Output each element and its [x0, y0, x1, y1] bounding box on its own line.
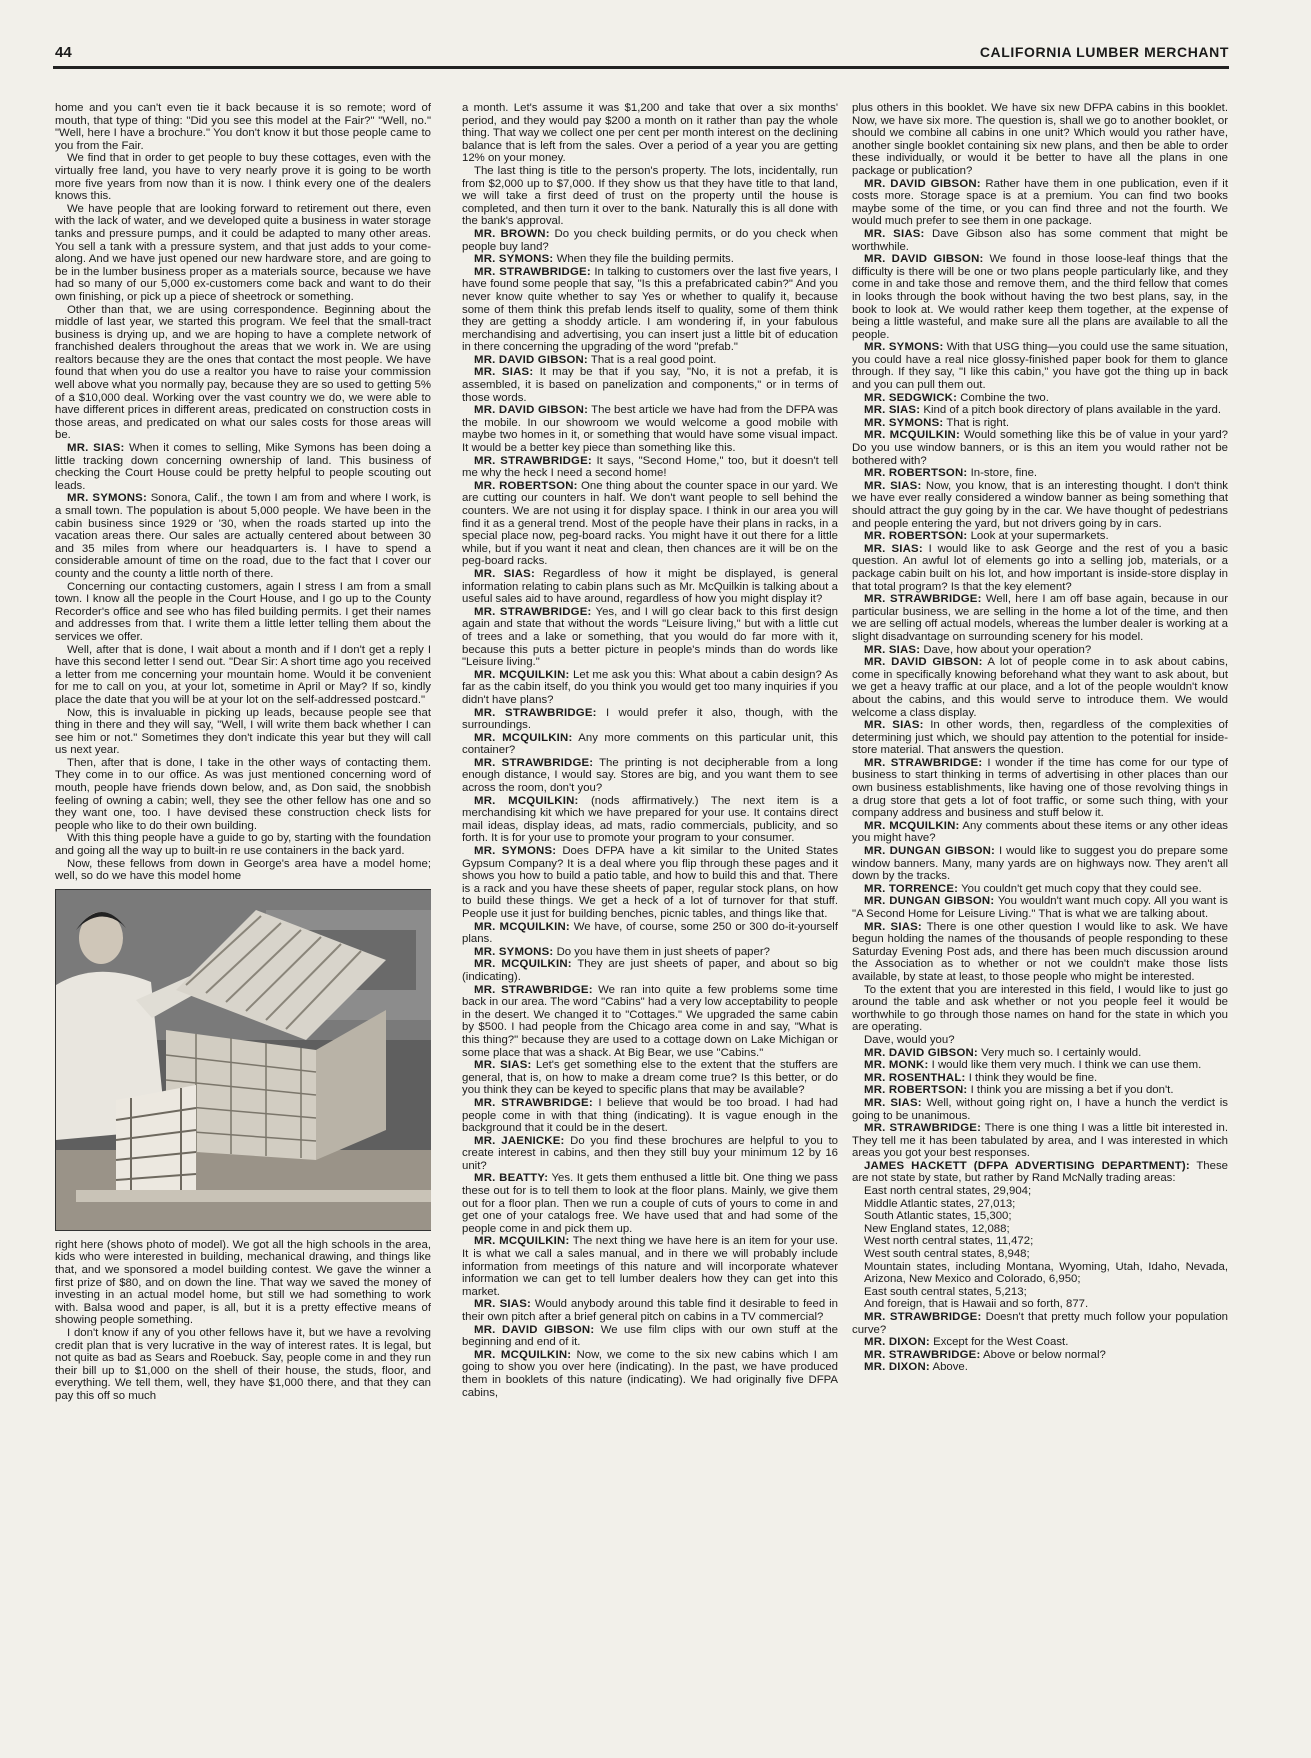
speech-text: Rather have them in one publication, even if it costs more. Storage space is at a premium. You can find two books maybe some of the time, or you can find three and not the fourth. We would much prefer to see them in one package.: [852, 177, 1228, 228]
speech-text: I believe that would be too broad. I had had people come in with that thing (indicating). It is vague enough in the background that it could be in the desert.: [462, 1096, 838, 1135]
speech-text: Sonora, Calif., the town I am from and where I work, is a small town. The population is about 5,000 people. We have been in the cabin business since 1929 or '30, when the roads started up into the vacation areas there. Our sales are actually centered about between 30 and 35 miles from where our headquarters is. I have to spend a considerable amount of time on the road, due to the fact that I cover our county and the county a little north of there.: [55, 492, 431, 580]
speaker-name: MR. SIAS:: [474, 1298, 531, 1311]
paragraph: [852, 1097, 1228, 1122]
paragraph: [462, 606, 838, 669]
paragraph: [462, 1172, 838, 1235]
speech-text: A lot of people come in to ask about cabins, come in specifically knowing beforehand what they want to ask about, but we get a heavy traffic at our place, and a lot of the people wouldn't know about the cabins, and this would serve to introduce them. We would welcome a class display.: [852, 656, 1228, 719]
paragraph: Other than that, we are using correspondence. Beginning about the middle of last year, we started this program. We feel that the small-tract business is drying up, and we are hoping to have a complete network of franchished dealers throughout the areas that we work in. We are using realtors because they are the ones that contact the most people. We have found that when you do use a realtor you have to raise your commission well above what you normally pay, because they are so used to getting 5% of a $10,000 deal. Working over the vast country we do, we were able to have different prices in different areas, predicated on construction costs in those areas, and predicated on what our sales costs for those areas will be.: [55, 303, 431, 442]
speech-text: Yes, and I will go clear back to this first design again and state that without the words "Leisure living," but with a little cut of trees and a lake or something, that you would do far more with it, because this puts a better picture in people's minds than do words like "Leisure living.": [462, 605, 838, 669]
speaker-name: MR. SIAS:: [864, 643, 921, 656]
speaker-name: MR. SIAS:: [474, 1059, 532, 1072]
speaker-name: MR. SYMONS:: [67, 492, 147, 505]
speaker-name: MR. SIAS:: [67, 442, 125, 455]
paragraph: [462, 1349, 838, 1399]
paragraph: [852, 1160, 1228, 1185]
speaker-name: MR. SYMONS:: [474, 253, 554, 266]
speaker-name: MR. SIAS:: [864, 479, 922, 492]
paragraph: Now, this is invaluable in picking up leads, because people see that thing in there and they will say, "Well, I will write them back whether I can see him or not." Sometimes they don't indicate this year but they will call us next year.: [55, 706, 431, 757]
paragraph: [852, 417, 1228, 430]
paragraph: [852, 530, 1228, 543]
speaker-name: MR. DAVID GIBSON:: [474, 404, 589, 417]
speech-text: Look at your supermarkets.: [970, 530, 1109, 543]
paragraph: Then, after that is done, I take in the other ways of contacting them. They come in to our office. As was just mentioned concerning word of mouth, people have friends down below, and, as Don said, the snobbish feeling of owning a cabin; well, they see the other fellow has one and so they want one, too. I have devised these construction check lists for people who like to do their own building.: [55, 756, 431, 832]
speech-text: Well, here I am off base again, because in our particular business, we are selling in the home a lot of the time, and then we are selling off actual models, whereas the lumber dealer is working at a slight disadvantage on surrounding scenery for his model.: [852, 593, 1228, 643]
speaker-name: MR. SYMONS:: [474, 845, 557, 858]
paragraph: [462, 1135, 838, 1173]
speech-text: There is one thing I was a little bit interested in. They tell me it has been tabulated by area, and I was interested in which areas you got your best responses.: [852, 1122, 1228, 1160]
paragraph: [462, 958, 838, 983]
paragraph: [852, 1311, 1228, 1336]
speech-text: When it comes to selling, Mike Symons has been doing a little tracking down concerning ownership of land. This business of checking the Court House could be pretty helpful to people scouting out leads.: [55, 442, 431, 492]
speech-text: Now, we come to the six new cabins which I am going to show you over here (indicating). In the past, we have produced them in booklets of this nature (indicating). We had originally five DFPA cabins,: [462, 1348, 838, 1399]
speech-text: Yes. It gets them enthused a little bit. One thing we pass these out for is to tell them to look at the floor plans. Mainly, we give them out for a floor plan. Then we run a couple of cuts of yours to come in and get one of your catalogs free. We have used that and had some of the people come in and pick them up.: [462, 1172, 838, 1235]
speaker-name: MR. STRAWBRIDGE:: [474, 756, 594, 769]
paragraph: plus others in this booklet. We have six new DFPA cabins in this booklet. Now, we have six more. The question is, shall we go to another booklet, or should we combine all cabins in one unit? Which would you rather have, another single booklet containing six new plans, and then be able to order these individually, or would it be better to have all the plans in one package or publication?: [852, 102, 1228, 177]
paragraph: [462, 480, 838, 568]
paragraph: [462, 1298, 838, 1323]
paragraph: [462, 1097, 838, 1135]
speech-text: I would like to suggest you do prepare some window banners. Many, many yards are on highways now. They aren't all down by the tracks.: [852, 845, 1228, 883]
speech-text: Do you have them in just sheets of paper?: [556, 945, 770, 958]
speech-text: There is one other question I would like to ask. We have begun holding the names of the thousands of people responding to these Saturday Evening Post ads, and there has been much discussion around the Association as to whether or not we couldn't make those lists available, by state at least, to those people who might be interested.: [852, 920, 1228, 983]
speaker-name: MR. BROWN:: [474, 227, 550, 240]
paragraph: [462, 568, 838, 606]
speech-text: Regardless of how it might be displayed, is general information relating to cabin plans such as Mr. McQuilkin is talking about a useful sales aid to have around, regardless of how you might display it?: [462, 567, 838, 606]
speech-text: Dave, how about your operation?: [923, 643, 1092, 656]
speaker-name: MR. MCQUILKIN:: [474, 794, 579, 807]
paragraph: [462, 354, 838, 367]
speech-text: They are just sheets of paper, and about so big (indicating).: [462, 958, 838, 983]
paragraph: [852, 404, 1228, 417]
speech-text: In-store, fine.: [970, 467, 1038, 480]
speaker-name: JAMES HACKETT (DFPA ADVERTISING DEPARTMENT):: [864, 1159, 1190, 1172]
speaker-name: MR. DAVID GIBSON:: [474, 1323, 595, 1336]
speaker-name: MR. SYMONS:: [864, 416, 944, 429]
list-item: And foreign, that is Hawaii and so forth, 877.: [864, 1298, 1089, 1311]
speech-text: That is right.: [946, 416, 1010, 429]
paragraph: [852, 820, 1228, 845]
speaker-name: MR. DIXON:: [864, 1361, 930, 1374]
paragraph: [462, 732, 838, 757]
paragraph: [462, 404, 838, 454]
paragraph: [852, 228, 1228, 253]
paragraph: [852, 543, 1228, 593]
speaker-name: MR. MONK:: [864, 1059, 929, 1072]
speech-text: We have, of course, some 250 or 300 do-it-yourself plans.: [462, 920, 838, 946]
speaker-name: MR. SIAS:: [864, 227, 925, 240]
speaker-name: MR. SIAS:: [474, 567, 535, 580]
speaker-name: MR. STRAWBRIDGE:: [864, 756, 983, 769]
paragraph: We find that in order to get people to buy these cottages, even with the virtually free land, you have to very nearly prove it is going to be worth more five years from now than it is now. I think every one of the dealers knows this.: [55, 152, 431, 203]
speaker-name: MR. STRAWBRIDGE:: [474, 605, 592, 618]
paragraph: Well, after that is done, I wait about a month and if I don't get a reply I have this second letter I send out. "Dear Sir: A short time ago you received a letter from me concerning your mountain home. Would it be convenient for me to call on you, at your lot, sometime in April or May? If so, kindly place the date that you will be at your lot on the self-addressed postcard.": [55, 643, 431, 706]
speech-text: Well, without going right on, I have a hunch the verdict is going to be unanimous.: [852, 1096, 1228, 1122]
paragraph: [852, 1084, 1228, 1097]
paragraph: [852, 1047, 1228, 1060]
response-stats-list: [864, 1185, 1228, 1311]
speaker-name: MR. MCQUILKIN:: [474, 668, 570, 681]
paragraph: [852, 883, 1228, 896]
paragraph: [462, 921, 838, 946]
speaker-name: MR. STRAWBRIDGE:: [864, 1311, 982, 1323]
speaker-name: MR. SYMONS:: [864, 341, 944, 354]
paragraph: [852, 1349, 1228, 1362]
paragraph: [462, 1324, 838, 1349]
speaker-name: MR. ROBERTSON:: [864, 1084, 968, 1097]
speaker-name: MR. STRAWBRIDGE:: [474, 1096, 593, 1109]
paragraph: Now, these fellows from down in George's area have a model home; well, so do we have this model home: [55, 857, 431, 883]
speech-text: Kind of a pitch book directory of plans available in the yard.: [923, 404, 1222, 417]
paragraph: [852, 480, 1228, 530]
speech-text: The printing is not decipherable from a long enough distance, I would say. Stores are big, and you want them to see across the room, don't you?: [462, 756, 838, 795]
paragraph: Concerning our contacting customers, again I stress I am from a small town. I know all the people in the Court House, and I go up to the County Recorder's office and see who has filed building permits. I get their names and addresses from that. I write them a little letter telling them about the services we offer.: [55, 580, 431, 643]
speech-text: The next thing we have here is an item for your use. It is what we call a sales manual, and in there we will probably include information from meetings of this nature and will incorporate whatever information we can get to tell lumber dealers how they can get into this market.: [462, 1235, 838, 1298]
speech-text: Very much so. I certainly would.: [981, 1046, 1142, 1059]
speech-text: That is a real good point.: [590, 353, 717, 366]
paragraph: [852, 392, 1228, 405]
header-rule: [53, 66, 1229, 69]
speech-text: We found in those loose-leaf things that the difficulty is there will be one or two plans people particularly like, and they come in and take those and remove them, and the third fellow that comes in looks through the book without having the two best plans, say, in the book to look at. We would rather keep them together, at the expense of being a little wasteful, and make sure all the plans are available to all the people.: [852, 253, 1228, 341]
speaker-name: MR. DAVID GIBSON:: [864, 177, 981, 190]
speech-text: You wouldn't want much copy. All you want is "A Second Home for Leisure Living." That is what we are talking about.: [852, 895, 1228, 920]
speech-text: Except for the West Coast.: [933, 1336, 1069, 1349]
speech-text: In other words, then, regardless of the complexities of determining just which, we should pay attention to the potential for inside-store material. That answers the question.: [852, 719, 1228, 757]
speech-text: I think you are missing a bet if you don't.: [970, 1084, 1174, 1097]
paragraph: [55, 442, 431, 492]
speech-text: I would like to ask George and the rest of you a basic question. An awful lot of elements go into a selling job, materials, or a package cabin built on his lot, and how important is inside-store display in that total program? Is that the key element?: [852, 542, 1228, 593]
model-home-photo: [55, 889, 431, 1231]
speaker-name: MR. ROBERTSON:: [864, 530, 968, 543]
paragraph: home and you can't even tie it back because it is so remote; word of mouth, that type of thing: "Did you see this model at the Fair?" "Well, no." "Well, here I have a brochure." You don't know it but those people came to you from the Fair.: [55, 102, 431, 152]
paragraph: [462, 669, 838, 707]
paragraph: [462, 228, 838, 253]
speaker-name: MR. MCQUILKIN:: [474, 731, 573, 744]
speech-text: When they file the building permits.: [556, 253, 734, 266]
speaker-name: MR. DAVID GIBSON:: [864, 1046, 978, 1059]
speech-text: Would anybody around this table find it desirable to feed in their own pitch after a brief general pitch on cabins in a TV commercial?: [462, 1298, 838, 1323]
speaker-name: MR. STRAWBRIDGE:: [474, 454, 592, 467]
list-item: South Atlantic states, 15,300;: [864, 1210, 1012, 1223]
speech-text: Combine the two.: [960, 391, 1049, 404]
paragraph: [852, 719, 1228, 757]
speech-text: I would like them very much. I think we can use them.: [931, 1059, 1202, 1072]
paragraph: [852, 1072, 1228, 1085]
speaker-name: MR. MCQUILKIN:: [474, 920, 570, 933]
paragraph: [852, 1336, 1228, 1349]
paragraph: [852, 1361, 1228, 1374]
list-item: Middle Atlantic states, 27,013;: [864, 1197, 1016, 1210]
speaker-name: MR. SIAS:: [864, 920, 922, 933]
paragraph: [852, 656, 1228, 719]
paragraph: [852, 429, 1228, 467]
speech-text: You couldn't get much copy that they could see.: [961, 882, 1202, 895]
paragraph: Dave, would you?: [864, 1033, 955, 1046]
speech-text: Let me ask you this: What about a cabin design? As far as the cabin itself, do you think you would get too many inquiries if you didn't have plans?: [462, 668, 838, 706]
speaker-name: MR. STRAWBRIDGE:: [474, 265, 591, 278]
speech-text: Any more comments on this particular unit, this container?: [462, 731, 838, 757]
speaker-name: MR. DUNGAN GIBSON:: [864, 845, 996, 858]
paragraph: The last thing is title to the person's property. The lots, incidentally, run from $2,000 up to $7,000. If they show us that they have title to that land, we will take a first deed of trust on the property until the house is completed, and then turn it over to the bank. Naturally this is all done with the bank's approval.: [462, 164, 838, 228]
speaker-name: MR. MCQUILKIN:: [474, 1235, 570, 1248]
paragraph: We have people that are looking forward to retirement out there, even with the lack of water, and we developed quite a business in water storage tanks and pressure pumps, and it could be adapted to many other areas. You sell a tank with a pressure system, and that just adds to your come-along. And we have just opened our new hardware store, and are going to be in the lumber business proper as a materials source, because we have had so many of our 5,000 ex-customers come back and want to do their own finishing, or pick up a piece of sheetrock or something.: [55, 202, 431, 303]
speaker-name: MR. SIAS:: [864, 542, 923, 555]
speech-text: Would something like this be of value in your yard? Do you use window banners, or is this an item you would rather not be bothered with?: [852, 429, 1228, 467]
list-item: New England states, 12,088;: [864, 1222, 1010, 1235]
paragraph: [852, 253, 1228, 341]
paragraph: [852, 845, 1228, 883]
paragraph: [852, 1122, 1228, 1160]
speaker-name: MR. SIAS:: [864, 719, 924, 732]
speech-text: Above or below normal?: [983, 1348, 1106, 1361]
speaker-name: MR. MCQUILKIN:: [864, 429, 960, 442]
speech-text: Let's get something else to the extent that the stuffers are general, that is, on how to make a dream come true? Is this better, or do you think they can be keyed to specific plans that may be available?: [462, 1059, 838, 1097]
paragraph: a month. Let's assume it was $1,200 and take that over a six months' period, and they would pay $200 a month on it rather than pay the whole thing. That way we collect one per cent per month interest on the declining balance that is left from the sales. Over a period of a year you are getting 12% on your money.: [462, 102, 838, 165]
paragraph: [462, 707, 838, 732]
paragraph: [462, 455, 838, 480]
speech-text: We use film clips with our own stuff at the beginning and end of it.: [462, 1323, 838, 1349]
speaker-name: MR. MCQUILKIN:: [474, 1348, 572, 1361]
column-left: [55, 102, 431, 1682]
paragraph: [852, 341, 1228, 391]
speech-text: (nods affirmatively.) The next item is a merchandising kit which we have prepared for your use. It contains direct mail ideas, display ideas, ad mats, radio commercials, publicity, and so forth. It is for your use to promote your program to your consumer.: [462, 794, 838, 845]
paragraph: [462, 266, 838, 354]
speaker-name: MR. MCQUILKIN:: [474, 958, 572, 971]
paragraph: With this thing people have a guide to go by, starting with the foundation and going all the way up to built-in re use containers in the back yard.: [55, 832, 431, 858]
speech-text: We ran into quite a few problems some time back in our area. The word "Cabins" had a very low acceptability to people in the desert. We changed it to "Cottages." We upgraded the same cabin by $500. I had people from the Chicago area come in and say, "What is this thing?" because they are used to a cottage down on Lake Michigan or some place that was a shack. At Big Bear, we use "Cabins.": [462, 983, 838, 1059]
speaker-name: MR. SIAS:: [864, 1096, 922, 1109]
speaker-name: MR. SYMONS:: [474, 945, 554, 958]
paragraph: [462, 845, 838, 921]
speaker-name: MR. STRAWBRIDGE:: [474, 706, 597, 719]
speaker-name: MR. TORRENCE:: [864, 882, 959, 895]
speech-text: These are not state by state, but rather by Rand McNally trading areas:: [852, 1159, 1228, 1185]
paragraph: [852, 1059, 1228, 1072]
speaker-name: MR. ROBERTSON:: [864, 467, 968, 480]
list-item: Mountain states, including Montana, Wyoming, Utah, Idaho, Nevada, Arizona, New Mexico and Colorado, 6,950;: [864, 1260, 1228, 1286]
speaker-name: MR. DUNGAN GIBSON:: [864, 895, 995, 908]
speech-text: Dave Gibson also has some comment that might be worthwhile.: [852, 227, 1228, 253]
speech-text: Above.: [932, 1361, 968, 1374]
speech-text: I think they would be fine.: [968, 1071, 1098, 1084]
speaker-name: MR. BEATTY:: [474, 1172, 549, 1185]
paragraph: [852, 644, 1228, 657]
speech-text: Does DFPA have a kit similar to the United States Gypsum Company? It is a deal where you flip through these pages and it shows you how to build a patio table, and how to build this and that. There is a rack and you have these sheets of paper, regular stock plans, on how to build these things. We get a heck of a lot of turnover for that stuff. People use it just for building benches, picnic tables, and things like that.: [462, 845, 838, 920]
speaker-name: MR. MCQUILKIN:: [864, 819, 960, 832]
paragraph: [852, 467, 1228, 480]
paragraph: [462, 984, 838, 1060]
paragraph: right here (shows photo of model). We got all the high schools in the area, kids who were interested in building, mechanical drawing, and things like that, and we sponsored a model building contest. We gave the winner a first prize of $80, and on down the line. That way we saved the money of investing in an actual model home, but still we had something to work with. Balsa wood and paper, is all, but it is a pretty effective means of showing people something.: [55, 1238, 431, 1327]
speaker-name: MR. DAVID GIBSON:: [864, 253, 984, 266]
speech-text: It may be that if you say, "No, it is not a prefab, it is assembled, it is based on panelization and components," or in terms of those words.: [462, 366, 838, 404]
speech-text: I wonder if the time has come for our type of business to start thinking in terms of advertising in other places than our own business establishments, like having one of those revolving things in a drug store that gets a lot of foot traffic, or some such thing, with your company address and business and stuff below it.: [852, 756, 1228, 820]
paragraph: [852, 757, 1228, 820]
paragraph: To the extent that you are interested in this field, I would like to just go around the table and ask whether or not you people feel it would be worthwhile to go through those names on hand for the state in which you are operating.: [852, 983, 1228, 1034]
speaker-name: MR. SEDGWICK:: [864, 391, 958, 404]
speaker-name: MR. SIAS:: [864, 404, 921, 417]
speech-text: With that USG thing—you could use the same situation, you could have a real nice glossy-finished paper book for them to glance through. If they say, "I like this cabin," you have got the thing up in back and you can pull them out.: [852, 341, 1228, 392]
paragraph: I don't know if any of you other fellows have it, but we have a revolving credit plan that is very lucrative in the way of interest rates. It is legal, but not quite as bad as Sears and Roebuck. Say, people come in and they run their bill up to $1,000 on the shell of their house, the studs, floor, and everything. We tell them, well, they have $1,000 there, and that they can pay this off so much: [55, 1326, 431, 1402]
paragraph: [462, 757, 838, 795]
paragraph: [462, 366, 838, 404]
speaker-name: MR. STRAWBRIDGE:: [864, 593, 982, 606]
paragraph: [462, 1235, 838, 1298]
list-item: East south central states, 5,213;: [864, 1285, 1027, 1298]
speech-text: Do you check building permits, or do you check when people buy land?: [462, 227, 838, 253]
speaker-name: MR. STRAWBRIDGE:: [864, 1348, 981, 1361]
speech-text: One thing about the counter space in our yard. We are cutting our counters in half. We don't want people to sell behind the counters. We are not using it for display space. I think in our area you will find it as a general trend. Most of the people have their plans in racks, in a special place now, peg-board racks. You might have it out there for a little while, but if you want it neat and clean, then chances are it will be on the peg-board racks.: [462, 479, 838, 568]
page-number: 44: [55, 44, 72, 61]
speech-text: Now, you know, that is an interesting thought. I don't think we have ever really considered a window banner as being something that should attract the guy going by in the car. We have thought of pedestrians and people entering the yard, but not drivers going by in cars.: [852, 479, 1228, 530]
speech-text: Do you find these brochures are helpful to you to create interest in cabins, and then they still buy your minimum 12 by 16 unit?: [462, 1134, 838, 1172]
speech-text: It says, "Second Home," too, but it doesn't tell me why the heck I need a second home!: [462, 454, 838, 480]
speech-text: In talking to customers over the last five years, I have found some people that say, "Is this a prefabricated cabin?" And you never know quite whether to say Yes or whether to qualify it, because some of them think this prefab lends itself to quality, some of them think they are getting a shoddy article. I am wondering if, in your fabulous merchandising and advertising, you can insert just a little bit of education in there concerning the upgrading of the word "prefab.": [462, 265, 838, 354]
speech-text: Doesn't that pretty much follow your population curve?: [852, 1311, 1228, 1336]
speaker-name: MR. JAENICKE:: [474, 1134, 565, 1147]
list-item: West north central states, 11,472;: [864, 1235, 1034, 1248]
column-right: [852, 102, 1228, 1682]
speech-text: Any comments about these items or any other ideas you might have?: [852, 819, 1228, 845]
column-middle: [462, 102, 838, 1682]
speaker-name: MR. STRAWBRIDGE:: [864, 1122, 982, 1135]
paragraph: [852, 178, 1228, 228]
speaker-name: MR. STRAWBRIDGE:: [474, 983, 593, 996]
speech-text: I would prefer it also, though, with the surroundings.: [462, 706, 838, 732]
paragraph: [462, 253, 838, 266]
paragraph: [852, 895, 1228, 920]
list-item: East north central states, 29,904;: [864, 1185, 1032, 1198]
publication-title: CALIFORNIA LUMBER MERCHANT: [979, 44, 1229, 60]
speaker-name: MR. SIAS:: [474, 366, 534, 379]
speaker-name: MR. DAVID GIBSON:: [864, 656, 983, 669]
speaker-name: MR. ROBERTSON:: [474, 479, 578, 492]
paragraph: [852, 593, 1228, 643]
speaker-name: MR. DAVID GIBSON:: [474, 353, 588, 366]
paragraph: [462, 795, 838, 845]
model-home-illustration: [56, 890, 431, 1230]
paragraph: [462, 1059, 838, 1097]
speaker-name: MR. ROSENTHAL:: [864, 1071, 966, 1084]
list-item: West south central states, 8,948;: [864, 1248, 1030, 1261]
paragraph: [55, 492, 431, 580]
paragraph: [852, 921, 1228, 984]
paragraph: [462, 946, 838, 959]
speech-text: The best article we have had from the DFPA was the mobile. In our showroom we would welcome a good mobile with maybe two homes in it, or something that would have some visual impact. It would be a better key piece than something like this.: [462, 404, 838, 455]
speaker-name: MR. DIXON:: [864, 1336, 930, 1349]
